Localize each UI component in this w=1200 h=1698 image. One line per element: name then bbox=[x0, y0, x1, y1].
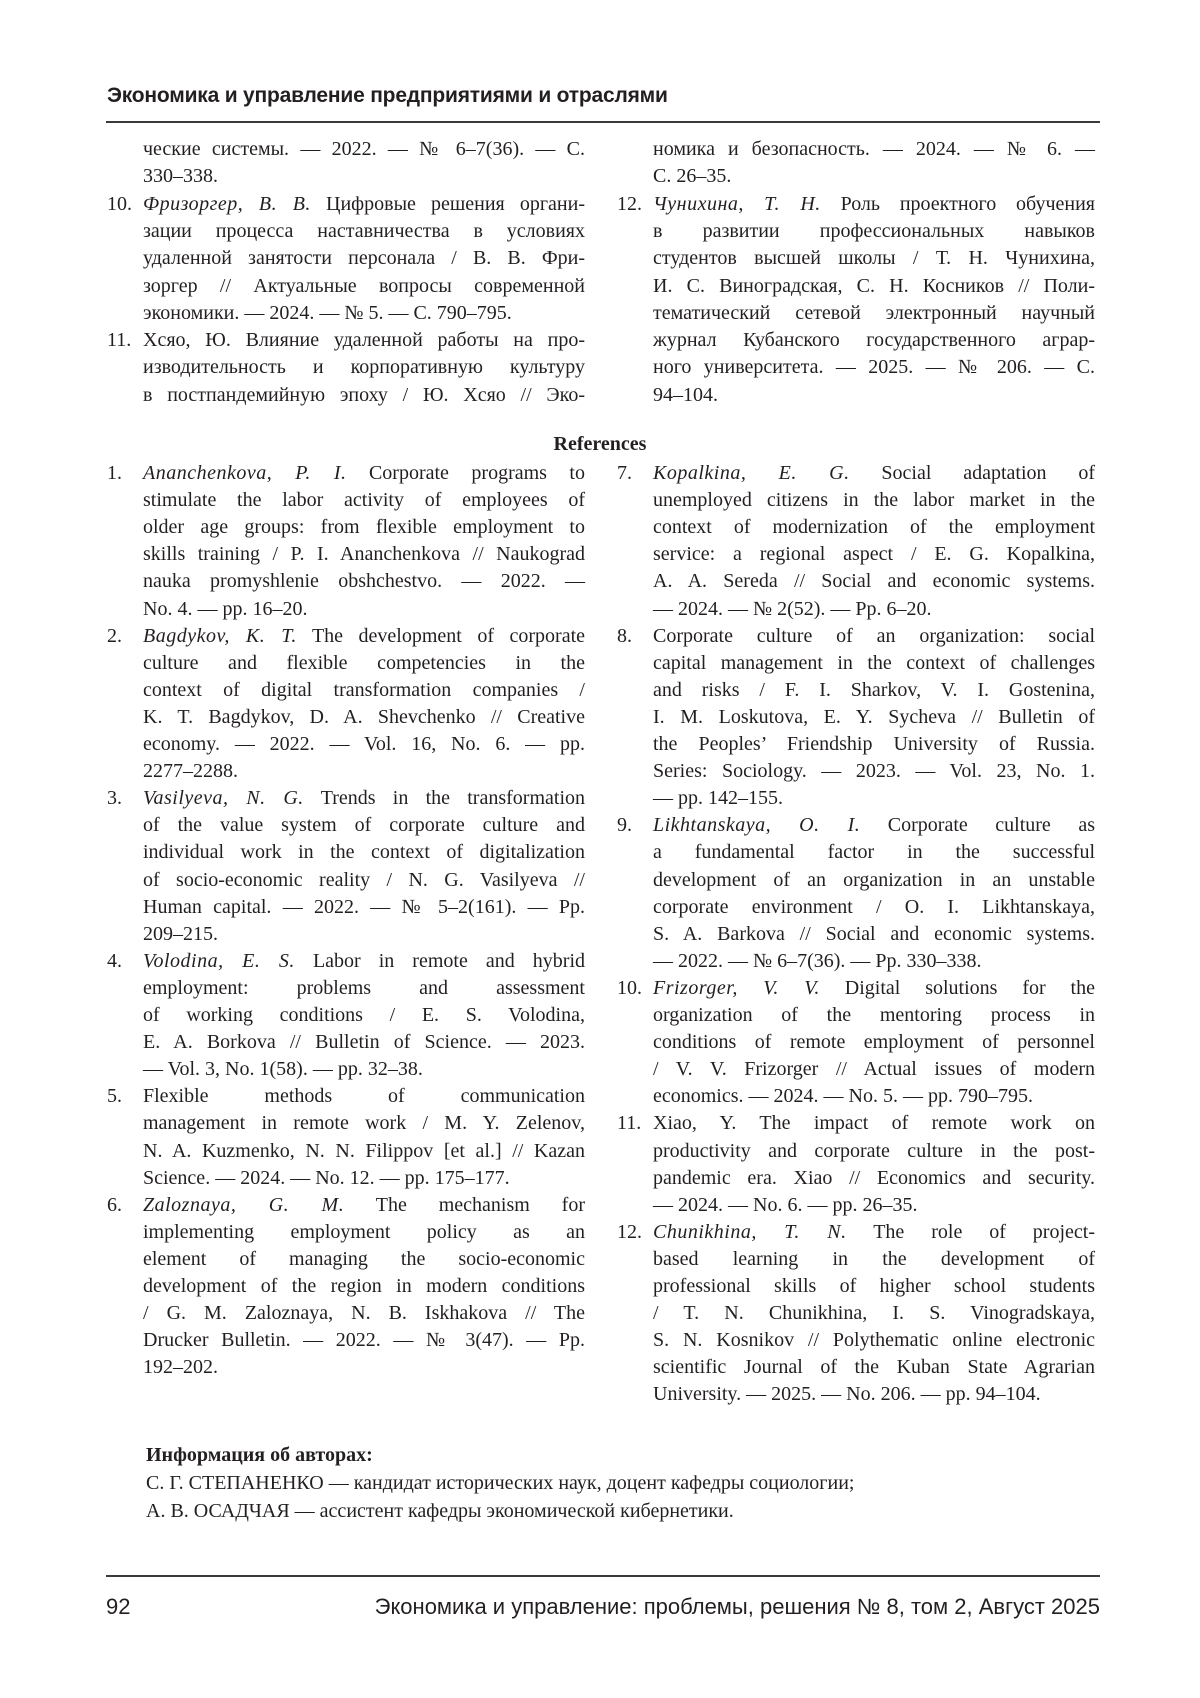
reference-text: based learning in the development of bbox=[653, 1248, 1095, 1270]
reference-text: Роль проектного обучения bbox=[821, 193, 1095, 215]
reference-line bbox=[143, 163, 585, 190]
authors-info-heading: Информация об авторах: bbox=[146, 1441, 854, 1469]
reference-line bbox=[143, 245, 585, 272]
reference-text: Labor in remote and hybrid bbox=[295, 950, 585, 972]
reference-line bbox=[143, 273, 585, 300]
reference-text: economics. — 2024. — No. 5. — pp. 790–795. bbox=[653, 1085, 1033, 1107]
reference-text: — Vol. 3, No. 1(58). — pp. 32–38. bbox=[143, 1058, 423, 1080]
reference-number: 10. bbox=[617, 975, 642, 1002]
reference-line bbox=[653, 487, 1095, 514]
reference-text: в развитии профессиональных навыков bbox=[653, 220, 1095, 242]
reference-text: S. N. Kosnikov // Polythematic online electronic bbox=[653, 1329, 1095, 1351]
page-number: 92 bbox=[106, 1594, 130, 1620]
reference-line bbox=[143, 704, 585, 731]
journal-issue: Экономика и управление: проблемы, решения № 8, том 2, Август 2025 bbox=[375, 1594, 1100, 1620]
reference-text: management in remote work / M. Y. Zelenov, bbox=[143, 1112, 585, 1134]
reference-text: of working conditions / E. S. Volodina, bbox=[143, 1004, 585, 1026]
reference-line bbox=[143, 758, 585, 785]
reference-text: organization of the mentoring process in bbox=[653, 1004, 1095, 1026]
reference-line bbox=[653, 136, 1095, 163]
reference-number: 10. bbox=[107, 191, 132, 218]
reference-line bbox=[143, 460, 585, 487]
reference-number: 9. bbox=[617, 812, 632, 839]
reference-author: Zaloznaya, G. M. bbox=[143, 1194, 344, 1216]
reference-line bbox=[143, 839, 585, 866]
reference-line bbox=[653, 245, 1095, 272]
authors-info bbox=[146, 1441, 854, 1525]
reference-line bbox=[143, 1110, 585, 1137]
reference-text: / G. M. Zaloznaya, N. B. Iskhakova // The bbox=[143, 1302, 585, 1324]
reference-text: older age groups: from flexible employment to bbox=[143, 516, 585, 538]
reference-line bbox=[143, 1273, 585, 1300]
reference-text: nauka promyshlenie obshchestvo. — 2022. — bbox=[143, 570, 585, 592]
reference-text: professional skills of higher school students bbox=[653, 1275, 1095, 1297]
reference-line bbox=[653, 1110, 1095, 1137]
reference-line bbox=[653, 1300, 1095, 1327]
reference-text: 209–215. bbox=[143, 923, 218, 945]
reference-line bbox=[653, 273, 1095, 300]
reference-line bbox=[653, 191, 1095, 218]
reference-text: The role of project- bbox=[847, 1221, 1095, 1243]
reference-line bbox=[143, 596, 585, 623]
reference-text: economy. — 2022. — Vol. 16, No. 6. — pp. bbox=[143, 733, 585, 755]
reference-author: Ananchenkova, P. I. bbox=[143, 462, 346, 484]
reference-text: and risks / F. I. Sharkov, V. I. Gostenina, bbox=[653, 679, 1095, 701]
reference-line bbox=[143, 1300, 585, 1327]
reference-line bbox=[143, 948, 585, 975]
reference-line bbox=[653, 460, 1095, 487]
reference-text: element of managing the socio-economic bbox=[143, 1248, 585, 1270]
reference-line bbox=[653, 354, 1095, 381]
reference-line bbox=[143, 623, 585, 650]
reference-number: 1. bbox=[107, 460, 122, 487]
reference-line bbox=[143, 1192, 585, 1219]
reference-line bbox=[653, 1273, 1095, 1300]
reference-number: 4. bbox=[107, 948, 122, 975]
reference-author: Vasilyeva, N. G. bbox=[143, 787, 304, 809]
reference-author: Kopalkina, E. G. bbox=[653, 462, 850, 484]
reference-text: — pp. 142–155. bbox=[653, 787, 783, 809]
reference-number: 11. bbox=[107, 327, 131, 354]
reference-line bbox=[653, 894, 1095, 921]
reference-author: Volodina, E. S. bbox=[143, 950, 295, 972]
reference-text: — 2024. — № 2(52). — Pp. 6–20. bbox=[653, 598, 932, 620]
reference-line bbox=[653, 327, 1095, 354]
reference-number: 12. bbox=[617, 1219, 642, 1246]
reference-text: номика и безопасность. — 2024. — № 6. — bbox=[653, 138, 1095, 160]
reference-line bbox=[653, 785, 1095, 812]
author-info-line: С. Г. СТЕПАНЕНКО — кандидат исторических наук, доцент кафедры социологии; bbox=[146, 1469, 854, 1497]
reference-line bbox=[143, 191, 585, 218]
reference-number: 3. bbox=[107, 785, 122, 812]
reference-text: E. A. Borkova // Bulletin of Science. — 2023. bbox=[143, 1031, 585, 1053]
reference-text: 94–104. bbox=[653, 384, 718, 406]
reference-text: в постпандемийную эпоху / Ю. Хсяо // Эко- bbox=[143, 384, 585, 406]
reference-text: context of digital transformation companies / bbox=[143, 679, 585, 701]
reference-line bbox=[143, 731, 585, 758]
reference-text: N. A. Kuzmenko, N. N. Filippov [et al.] // Kazan bbox=[143, 1140, 585, 1162]
reference-line bbox=[653, 218, 1095, 245]
reference-text: employment: problems and assessment bbox=[143, 977, 585, 999]
reference-text: Хсяо, Ю. Влияние удаленной работы на про- bbox=[143, 329, 585, 351]
reference-number: 5. bbox=[107, 1083, 122, 1110]
reference-text: ного университета. — 2025. — № 206. — С. bbox=[653, 356, 1095, 378]
reference-text: изводительность и корпоративную культуру bbox=[143, 356, 585, 378]
reference-number: 6. bbox=[107, 1192, 122, 1219]
reference-text: culture and flexible competencies in the bbox=[143, 652, 585, 674]
reference-text: implementing employment policy as an bbox=[143, 1221, 585, 1243]
running-header-title: Экономика и управление предприятиями и отраслями bbox=[107, 84, 668, 108]
reference-text: Corporate programs to bbox=[346, 462, 585, 484]
reference-text: No. 4. — pp. 16–20. bbox=[143, 598, 307, 620]
reference-text: Digital solutions for the bbox=[820, 977, 1095, 999]
reference-author: Bagdykov, K. T. bbox=[143, 625, 297, 647]
reference-text: Science. — 2024. — No. 12. — pp. 175–177. bbox=[143, 1167, 510, 1189]
reference-text: — 2024. — No. 6. — pp. 26–35. bbox=[653, 1194, 917, 1216]
reference-text: The mechanism for bbox=[344, 1194, 585, 1216]
reference-text: University. — 2025. — No. 206. — pp. 94–104. bbox=[653, 1383, 1041, 1405]
reference-text: Xiao, Y. The impact of remote work on bbox=[653, 1112, 1095, 1134]
reference-text: The development of corporate bbox=[297, 625, 585, 647]
author-info-line: А. В. ОСАДЧАЯ — ассистент кафедры экономической кибернетики. bbox=[146, 1497, 854, 1525]
reference-text: of the value system of corporate culture and bbox=[143, 814, 585, 836]
reference-line bbox=[653, 650, 1095, 677]
reference-line bbox=[653, 163, 1095, 190]
reference-text: / V. V. Frizorger // Actual issues of modern bbox=[653, 1058, 1095, 1080]
reference-line bbox=[143, 894, 585, 921]
reference-text: context of modernization of the employment bbox=[653, 516, 1095, 538]
reference-text: зации процесса наставничества в условиях bbox=[143, 220, 585, 242]
reference-line bbox=[653, 948, 1095, 975]
reference-line bbox=[143, 1029, 585, 1056]
reference-text: capital management in the context of challenges bbox=[653, 652, 1095, 674]
reference-author: Фризоргер, В. В. bbox=[143, 193, 311, 215]
reference-text: A. A. Sereda // Social and economic systems. bbox=[653, 570, 1095, 592]
reference-line bbox=[143, 1354, 585, 1381]
reference-text: тематический сетевой электронный научный bbox=[653, 302, 1095, 324]
reference-text: — 2022. — № 6–7(36). — Pp. 330–338. bbox=[653, 950, 982, 972]
reference-line bbox=[653, 382, 1095, 409]
reference-text: журнал Кубанского государственного аграр- bbox=[653, 329, 1095, 351]
reference-text: студентов высшей школы / Т. Н. Чунихина, bbox=[653, 247, 1095, 269]
reference-line bbox=[653, 812, 1095, 839]
reference-line bbox=[653, 1219, 1095, 1246]
reference-line bbox=[143, 812, 585, 839]
reference-line bbox=[653, 1083, 1095, 1110]
reference-text: 192–202. bbox=[143, 1356, 218, 1378]
reference-text: / T. N. Chunikhina, I. S. Vinogradskaya, bbox=[653, 1302, 1095, 1324]
footer-rule bbox=[106, 1575, 1100, 1577]
reference-text: экономики. — 2024. — № 5. — С. 790–795. bbox=[143, 302, 512, 324]
reference-text: the Peoples’ Friendship University of Russia. bbox=[653, 733, 1095, 755]
reference-line bbox=[143, 514, 585, 541]
reference-line bbox=[143, 568, 585, 595]
reference-line bbox=[653, 1056, 1095, 1083]
reference-text: удаленной занятости персонала / В. В. Фри- bbox=[143, 247, 585, 269]
reference-line bbox=[143, 382, 585, 409]
reference-line bbox=[143, 1165, 585, 1192]
reference-line bbox=[653, 514, 1095, 541]
reference-text: Corporate culture of an organization: social bbox=[653, 625, 1095, 647]
reference-line bbox=[653, 677, 1095, 704]
reference-line bbox=[653, 1002, 1095, 1029]
reference-line bbox=[653, 839, 1095, 866]
reference-text: a fundamental factor in the successful bbox=[653, 841, 1095, 863]
reference-author: Чунихина, Т. Н. bbox=[653, 193, 821, 215]
reference-text: Human capital. — 2022. — № 5–2(161). — Pp. bbox=[143, 896, 585, 918]
reference-line bbox=[653, 596, 1095, 623]
reference-number: 12. bbox=[617, 191, 642, 218]
reference-line bbox=[143, 921, 585, 948]
reference-text: I. M. Loskutova, E. Y. Sycheva // Bulletin of bbox=[653, 706, 1095, 728]
reference-author: Frizorger, V. V. bbox=[653, 977, 820, 999]
reference-line bbox=[143, 650, 585, 677]
reference-line bbox=[143, 1002, 585, 1029]
header-rule bbox=[106, 121, 1100, 123]
reference-text: development of the region in modern conditions bbox=[143, 1275, 585, 1297]
reference-author: Likhtanskaya, O. I. bbox=[653, 814, 860, 836]
reference-text: unemployed citizens in the labor market in the bbox=[653, 489, 1095, 511]
reference-line bbox=[653, 1165, 1095, 1192]
reference-line bbox=[653, 1138, 1095, 1165]
reference-line bbox=[143, 1246, 585, 1273]
reference-text: conditions of remote employment of personnel bbox=[653, 1031, 1095, 1053]
reference-line bbox=[143, 218, 585, 245]
reference-line bbox=[143, 1056, 585, 1083]
reference-line bbox=[653, 921, 1095, 948]
reference-text: scientific Journal of the Kuban State Agrarian bbox=[653, 1356, 1095, 1378]
reference-text: Series: Sociology. — 2023. — Vol. 23, No. 1. bbox=[653, 760, 1095, 782]
reference-line bbox=[653, 1381, 1095, 1408]
reference-text: Corporate culture as bbox=[860, 814, 1095, 836]
reference-text: corporate environment / O. I. Likhtanskaya, bbox=[653, 896, 1095, 918]
reference-line bbox=[143, 1219, 585, 1246]
reference-number: 7. bbox=[617, 460, 632, 487]
reference-text: individual work in the context of digitalization bbox=[143, 841, 585, 863]
reference-number: 11. bbox=[617, 1110, 641, 1137]
reference-text: Flexible methods of communication bbox=[143, 1085, 585, 1107]
reference-line bbox=[143, 677, 585, 704]
reference-line bbox=[653, 1246, 1095, 1273]
reference-line bbox=[143, 487, 585, 514]
reference-text: 2277–2288. bbox=[143, 760, 238, 782]
reference-line bbox=[653, 623, 1095, 650]
reference-text: ческие системы. — 2022. — № 6–7(36). — С. bbox=[143, 138, 585, 160]
reference-text: S. A. Barkova // Social and economic systems. bbox=[653, 923, 1095, 945]
reference-line bbox=[653, 704, 1095, 731]
reference-text: service: a regional aspect / E. G. Kopalkina, bbox=[653, 543, 1095, 565]
reference-number: 8. bbox=[617, 623, 632, 650]
reference-line bbox=[653, 1354, 1095, 1381]
reference-text: И. С. Виноградская, С. Н. Косников // Поли- bbox=[653, 275, 1095, 297]
reference-line bbox=[653, 731, 1095, 758]
reference-text: stimulate the labor activity of employees of bbox=[143, 489, 585, 511]
reference-line bbox=[143, 1138, 585, 1165]
reference-text: 330–338. bbox=[143, 165, 218, 187]
reference-text: Drucker Bulletin. — 2022. — № 3(47). — Pp. bbox=[143, 1329, 585, 1351]
reference-text: С. 26–35. bbox=[653, 165, 731, 187]
reference-line bbox=[143, 300, 585, 327]
reference-line bbox=[653, 1327, 1095, 1354]
reference-line bbox=[653, 975, 1095, 1002]
reference-text: pandemic era. Xiao // Economics and security. bbox=[653, 1167, 1095, 1189]
reference-text: of socio-economic reality / N. G. Vasilyeva // bbox=[143, 869, 585, 891]
reference-line bbox=[653, 758, 1095, 785]
reference-line bbox=[653, 541, 1095, 568]
reference-author: Chunikhina, T. N. bbox=[653, 1221, 847, 1243]
references-heading: References bbox=[0, 433, 1200, 456]
reference-line bbox=[143, 354, 585, 381]
reference-text: productivity and corporate culture in the post- bbox=[653, 1140, 1095, 1162]
reference-text: K. T. Bagdykov, D. A. Shevchenko // Creative bbox=[143, 706, 585, 728]
reference-text: skills training / P. I. Ananchenkova // Naukograd bbox=[143, 543, 585, 565]
reference-line bbox=[143, 975, 585, 1002]
reference-line bbox=[653, 1192, 1095, 1219]
reference-number: 2. bbox=[107, 623, 122, 650]
reference-line bbox=[143, 136, 585, 163]
reference-line bbox=[143, 1327, 585, 1354]
reference-text: development of an organization in an unstable bbox=[653, 869, 1095, 891]
reference-text: Social adaptation of bbox=[850, 462, 1095, 484]
reference-line bbox=[143, 541, 585, 568]
reference-line bbox=[653, 867, 1095, 894]
reference-line bbox=[653, 1029, 1095, 1056]
reference-line bbox=[143, 867, 585, 894]
reference-text: Trends in the transformation bbox=[304, 787, 585, 809]
reference-text: зоргер // Актуальные вопросы современной bbox=[143, 275, 585, 297]
reference-text: Цифровые решения органи- bbox=[311, 193, 585, 215]
reference-line bbox=[143, 327, 585, 354]
reference-line bbox=[143, 785, 585, 812]
reference-line bbox=[653, 300, 1095, 327]
reference-line bbox=[143, 1083, 585, 1110]
reference-line bbox=[653, 568, 1095, 595]
